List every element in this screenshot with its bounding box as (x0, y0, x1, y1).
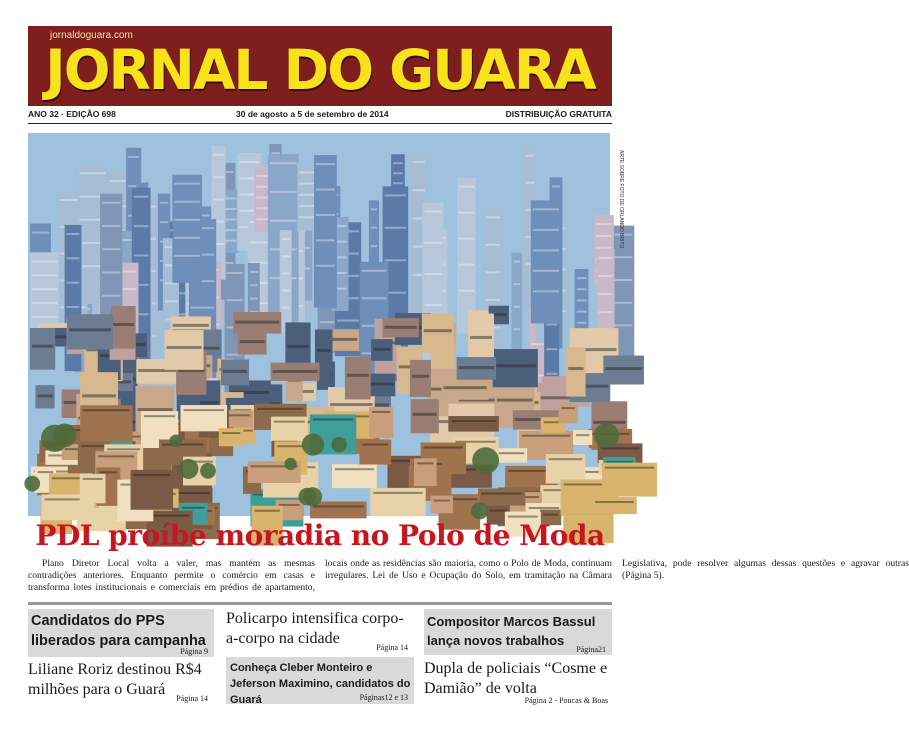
site-url[interactable]: jornaldoguara.com (50, 30, 133, 41)
edition-date: 30 de agosto a 5 de setembro de 2014 (236, 109, 389, 119)
teaser-policarpo-page: Página 14 (376, 643, 408, 652)
cityscape-illustration (28, 133, 610, 516)
teaser-pps-page: Página 9 (180, 647, 208, 656)
teaser-bassul-page: Página21 (576, 645, 606, 654)
teaser-dupla-title: Dupla de policiais “Cosme e Damião” de volta (424, 660, 608, 697)
edition-number: ANO 32 · EDIÇÃO 698 (28, 109, 116, 119)
newspaper-title: JORNAL DO GUARA (45, 38, 595, 102)
cover-photo (28, 133, 610, 516)
masthead (28, 26, 612, 106)
divider (28, 123, 612, 124)
edition-bar (28, 108, 612, 122)
teaser-policarpo-title: Policarpo intensifica corpo-a-corpo na cidade (226, 610, 404, 647)
photo-credit: ARTE SOBRE FOTO DE ORLANDO BRITO (618, 150, 624, 249)
distribution-note: DISTRIBUIÇÃO GRATUITA (505, 109, 612, 119)
section-divider (28, 602, 612, 605)
teaser-roriz-page: Página 14 (176, 694, 208, 703)
teaser-dupla[interactable] (424, 659, 612, 707)
teaser-policarpo[interactable] (226, 609, 414, 655)
teaser-cleber-page: Páginas12 e 13 (359, 693, 408, 702)
teaser-bassul[interactable] (424, 609, 612, 655)
lead-body: Plano Diretor Local volta a valer, mas mantém as mesmas contradições anteriores. Enquanto permite o comércio em casas e transforma lotes institucionais e comerciais em prédios de apartamento, locais onde as residências são maioria, como o Polo de Moda, continuam irregulares. Lei de Uso e Ocupação do Solo, em tramitação na Câmara Legislativa, pode resolver algumas dessas questões e agravar outras (Página 5). (28, 558, 909, 593)
teaser-pps-title: Candidatos do PPS liberados para campanha (31, 613, 206, 649)
teaser-dupla-page: Página 2 - Poucas & Boas (524, 696, 608, 705)
teaser-cleber[interactable] (226, 657, 414, 704)
teaser-pps[interactable] (28, 609, 214, 657)
teaser-roriz-title: Liliane Roriz destinou R$4 milhões para o Guará (28, 661, 202, 698)
teaser-cleber-title: Conheça Cleber Monteiro e Jeferson Maximino, candidatos do Guará (230, 662, 411, 706)
teaser-roriz[interactable] (28, 660, 214, 706)
lead-headline[interactable]: PDL proíbe moradia no Polo de Moda (35, 519, 605, 552)
teaser-bassul-title: Compositor Marcos Bassul lança novos trabalhos (427, 614, 596, 648)
